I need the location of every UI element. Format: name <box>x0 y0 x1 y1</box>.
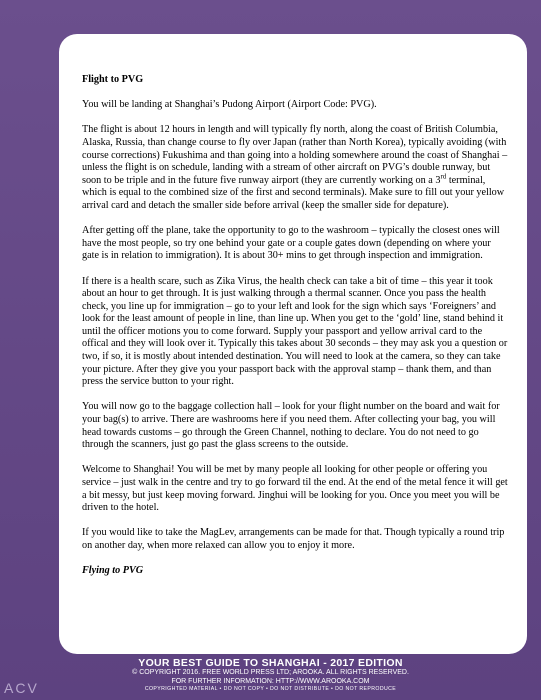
watermark: ACV <box>4 680 39 696</box>
footer-info-link[interactable]: FOR FURTHER INFORMATION: HTTP://WWW.AROOKA.COM <box>171 677 370 685</box>
paragraph-7: If you would like to take the MagLev, arrangements can be made for that. Though typically a round trip on another day, when more relaxed can allow you to enjoy it more. <box>82 527 505 551</box>
paragraph-4: If there is a health scare, such as Zika Virus, the health check can take a bit of time – this year it took about an hour to get through. It is just walking through a thermal scanner. Once you pass the health check, you line up for immigration – go to your left and look for the sign which says ‘Foreigners’ and look for the least amount of people in line, than line up. When you get to the ‘gold’ line, stand behind it until the officer motions you to come forward. Supply your passport and yellow arrival card to the offical and they will look over it. Typically this takes about 30 seconds – they may ask you a question or two, if so, it is mostly about intended destination. You will need to look at the camera, so they can take your picture. After they give you your passport back with the approval stamp – thank them, and than press the service button to your right. <box>82 275 508 388</box>
section-subheading: Flying to PVG <box>82 565 144 577</box>
paragraph-2-text-b: terminal, which is equal to the combined size of the first and second terminals). Make sure to fill out your yellow arrival card and detach the smaller side before arrival (keep the smaller side for depature). <box>82 174 505 211</box>
paragraph-2-text-a: The flight is about 12 hours in length and will typically fly north, along the coast of British Columbia, Alaska, Russia, than change course to fly over Japan (rather than North Korea), typically avoiding (with course corrections) Fukushima and than going into a holding somewhere around the coast of Shanghai – unless the flight is on schedule, landing with a stream of other aircraft on PVG’s double runway, but soon to be triple and in the future five runway airport (they are currently working on a 3 <box>82 124 508 186</box>
paragraph-6: Welcome to Shanghai! You will be met by many people all looking for other people or offering you service – just walk in the centre and try to go forward til the end. At the end of the metal fence it will get a bit messy, but just keep moving forward. Jinghui will be looking for you. Once you meet you will be driven to the hotel. <box>82 464 508 514</box>
section-heading: Flight to PVG <box>82 74 144 85</box>
page-footer <box>0 657 541 693</box>
paragraph-3: After getting off the plane, take the opportunity to go to the washroom – typically the closest ones will have the most people, so try one behind your gate or a couple gates down (depending on where your gate is in relation to immigration). It is about 30+ mins to get through inspection and immigration. <box>82 225 500 262</box>
superscript-rd: rd <box>440 172 447 181</box>
footer-title: YOUR BEST GUIDE TO SHANGHAI - 2017 EDITION <box>138 657 403 669</box>
document-page <box>59 34 527 654</box>
footer-notice: COPYRIGHTED MATERIAL • DO NOT COPY • DO NOT DISTRIBUTE • DO NOT REPRODUCE <box>144 686 397 692</box>
paragraph-5: You will now go to the baggage collection hall – look for your flight number on the board and wait for your bag(s) to arrive. There are washrooms here if you need them. After collecting your bag, you will head towards customs – go through the Green Channel, nothing to declare. You do not need to go through the scanners, just go past the glass screens to the outside. <box>82 401 500 451</box>
paragraph-1: You will be landing at Shanghai’s Pudong Airport (Airport Code: PVG). <box>82 99 377 111</box>
paragraph-2 <box>82 124 509 212</box>
footer-copyright: © COPYRIGHT 2016. FREE WORLD PRESS LTD; AROOKA. ALL RIGHTS RESERVED. <box>132 669 409 676</box>
